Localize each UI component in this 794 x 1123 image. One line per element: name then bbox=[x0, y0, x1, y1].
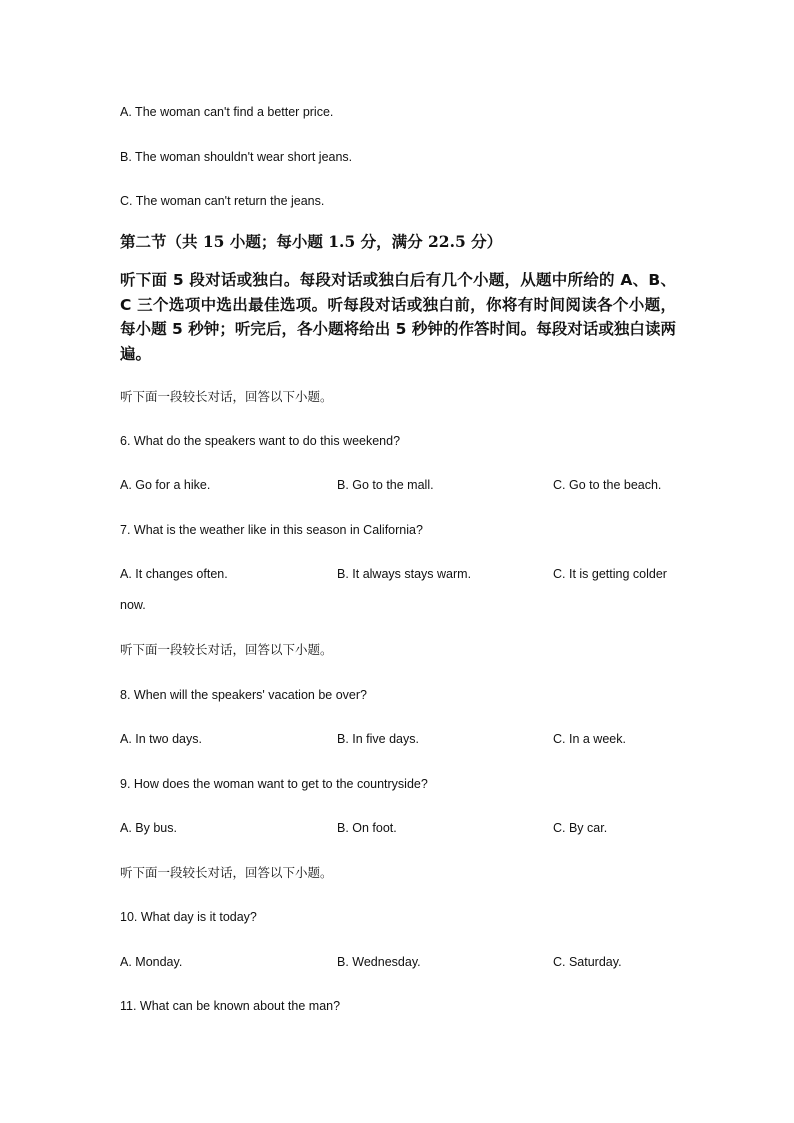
option-b: B. Go to the mall. bbox=[337, 478, 434, 492]
dialogue-prompt: 听下面一段较长对话，回答以下小题。 bbox=[120, 389, 333, 404]
option-c-prev: C. The woman can't return the jeans. bbox=[120, 194, 325, 208]
option-a: A. In two days. bbox=[120, 732, 202, 746]
option-c: C. It is getting colder bbox=[553, 567, 667, 581]
option-b: B. Wednesday. bbox=[337, 955, 421, 969]
question-stem: 9. How does the woman want to get to the countryside? bbox=[120, 777, 428, 791]
question-stem: 7. What is the weather like in this season in California? bbox=[120, 523, 423, 537]
dialogue-prompt: 听下面一段较长对话，回答以下小题。 bbox=[120, 865, 333, 880]
option-a: A. It changes often. bbox=[120, 567, 228, 581]
option-c: C. Saturday. bbox=[553, 955, 622, 969]
section-instructions: 听下面 5 段对话或独白。每段对话或独白后有几个小题，从题中所给的 A、B、C 三个选项中选出最佳选项。听每段对话或独白前，你将有时间阅读各个小题，每小题 5 秒钟；听完后，各小题将给出 5 秒钟的作答时间。每段对话或独白读两遍。 bbox=[120, 271, 676, 363]
question-stem: 10. What day is it today? bbox=[120, 910, 257, 924]
option-a: A. Go for a hike. bbox=[120, 478, 211, 492]
option-a: A. Monday. bbox=[120, 955, 183, 969]
option-b-prev: B. The woman shouldn't wear short jeans. bbox=[120, 150, 353, 164]
option-a-prev: A. The woman can't find a better price. bbox=[120, 105, 334, 119]
option-c: C. Go to the beach. bbox=[553, 478, 662, 492]
option-c-continuation: now. bbox=[120, 598, 146, 612]
question-stem: 11. What can be known about the man? bbox=[120, 999, 341, 1013]
section-title: 第二节（共 15 小题；每小题 1.5 分，满分 22.5 分） bbox=[120, 232, 503, 251]
option-c: C. In a week. bbox=[553, 732, 626, 746]
option-a: A. By bus. bbox=[120, 821, 177, 835]
option-b: B. It always stays warm. bbox=[337, 567, 472, 581]
option-b: B. In five days. bbox=[337, 732, 419, 746]
dialogue-prompt: 听下面一段较长对话，回答以下小题。 bbox=[120, 642, 333, 657]
option-c: C. By car. bbox=[553, 821, 608, 835]
option-b: B. On foot. bbox=[337, 821, 397, 835]
question-stem: 6. What do the speakers want to do this weekend? bbox=[120, 434, 401, 448]
question-stem: 8. When will the speakers' vacation be over? bbox=[120, 688, 367, 702]
